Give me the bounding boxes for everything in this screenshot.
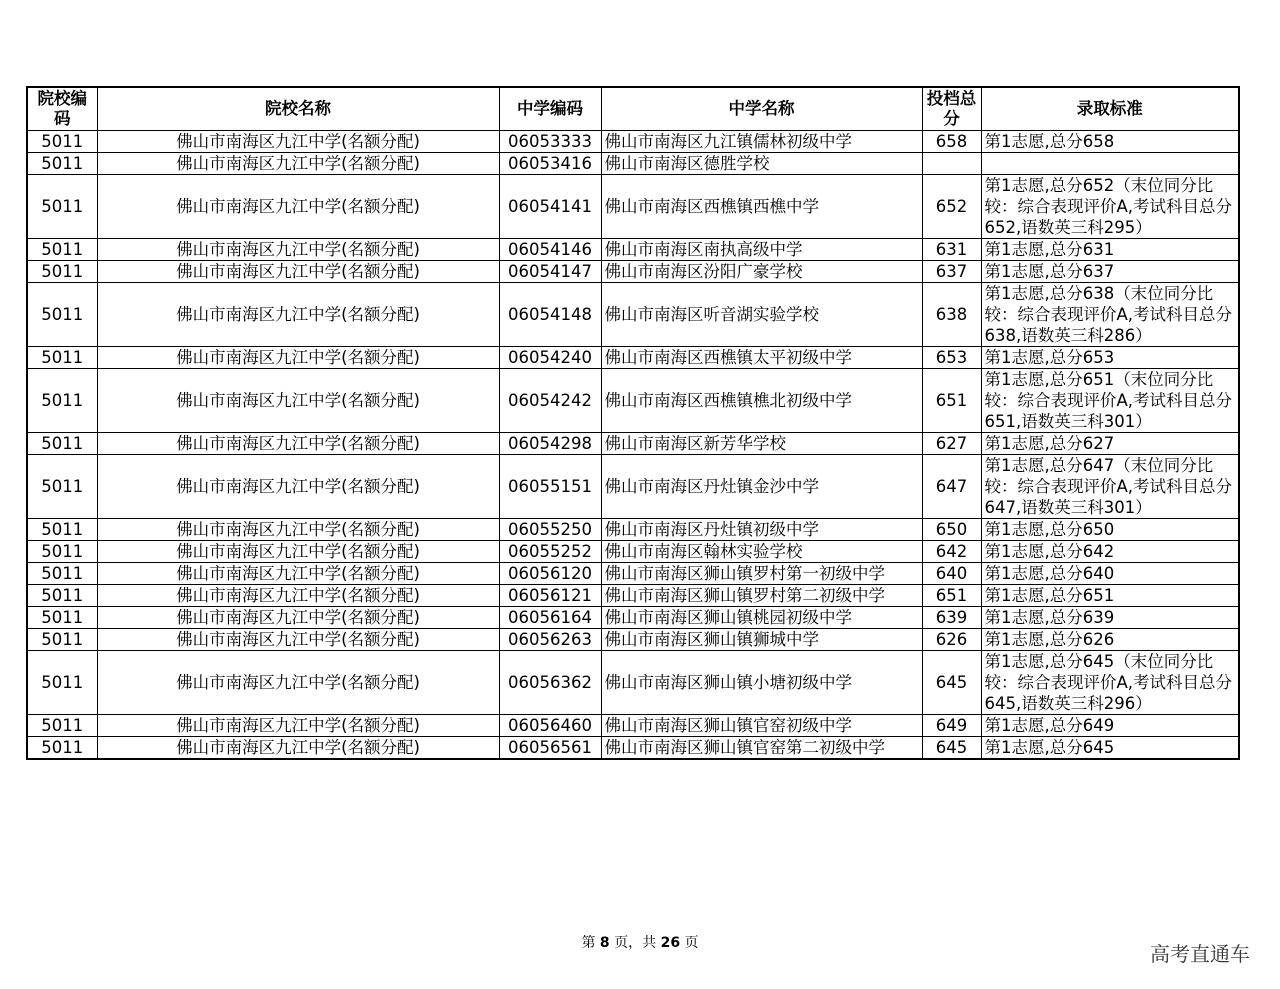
admission-standard-cell: 第1志愿,总分650 [981,519,1239,541]
school-name-cell: 佛山市南海区九江中学(名额分配) [97,607,499,629]
school-name-cell: 佛山市南海区九江中学(名额分配) [97,455,499,519]
middle-school-name-cell: 佛山市南海区西樵镇樵北初级中学 [601,369,922,433]
admission-standard-cell [981,153,1239,175]
table-row [27,629,1239,651]
middle-school-name-cell: 佛山市南海区狮山镇官窑第二初级中学 [601,737,922,760]
school-name-cell: 佛山市南海区九江中学(名额分配) [97,261,499,283]
admission-standard-cell: 第1志愿,总分652（末位同分比较：综合表现评价A,考试科目总分652,语数英三科295） [981,175,1239,239]
school-name-cell: 佛山市南海区九江中学(名额分配) [97,715,499,737]
total-score-cell: 631 [922,239,981,261]
middle-school-code-cell: 06056460 [499,715,601,737]
middle-school-code-cell: 06056362 [499,651,601,715]
total-score-cell: 649 [922,715,981,737]
middle-school-name-cell: 佛山市南海区狮山镇罗村第二初级中学 [601,585,922,607]
school-code-cell: 5011 [27,433,97,455]
total-score-cell: 653 [922,347,981,369]
middle-school-code-cell: 06056164 [499,607,601,629]
middle-school-name-cell: 佛山市南海区狮山镇桃园初级中学 [601,607,922,629]
school-code-cell: 5011 [27,715,97,737]
admission-standard-cell: 第1志愿,总分640 [981,563,1239,585]
middle-school-name-cell: 佛山市南海区汾阳广豪学校 [601,261,922,283]
school-code-cell: 5011 [27,519,97,541]
school-name-cell: 佛山市南海区九江中学(名额分配) [97,541,499,563]
school-code-cell: 5011 [27,131,97,153]
school-code-cell: 5011 [27,239,97,261]
middle-school-code-cell: 06055250 [499,519,601,541]
table-row [27,347,1239,369]
middle-school-name-cell: 佛山市南海区新芳华学校 [601,433,922,455]
school-name-cell: 佛山市南海区九江中学(名额分配) [97,563,499,585]
footer-suffix: 页 [684,935,699,951]
total-score-cell: 638 [922,283,981,347]
admission-standard-cell: 第1志愿,总分638（末位同分比较：综合表现评价A,考试科目总分638,语数英三科286） [981,283,1239,347]
middle-school-name-cell: 佛山市南海区西樵镇西樵中学 [601,175,922,239]
admission-standard-cell: 第1志愿,总分639 [981,607,1239,629]
middle-school-code-cell: 06056120 [499,563,601,585]
admission-standard-cell: 第1志愿,总分627 [981,433,1239,455]
admission-standard-cell: 第1志愿,总分642 [981,541,1239,563]
total-score-cell: 645 [922,651,981,715]
school-name-cell: 佛山市南海区九江中学(名额分配) [97,369,499,433]
table-row [27,607,1239,629]
total-score-cell: 658 [922,131,981,153]
header-total-score: 投档总分 [922,87,981,131]
school-code-cell: 5011 [27,541,97,563]
middle-school-code-cell: 06054147 [499,261,601,283]
middle-school-name-cell: 佛山市南海区德胜学校 [601,153,922,175]
admission-standard-cell: 第1志愿,总分649 [981,715,1239,737]
middle-school-code-cell: 06053333 [499,131,601,153]
table-row [27,175,1239,239]
table-row [27,239,1239,261]
admission-standard-cell: 第1志愿,总分651 [981,585,1239,607]
middle-school-name-cell: 佛山市南海区西樵镇太平初级中学 [601,347,922,369]
middle-school-code-cell: 06056561 [499,737,601,760]
school-code-cell: 5011 [27,153,97,175]
table-row [27,715,1239,737]
total-score-cell: 645 [922,737,981,760]
school-code-cell: 5011 [27,455,97,519]
school-code-cell: 5011 [27,369,97,433]
admission-standard-cell: 第1志愿,总分645 [981,737,1239,760]
middle-school-name-cell: 佛山市南海区翰林实验学校 [601,541,922,563]
table-row [27,563,1239,585]
header-middle-school-code: 中学编码 [499,87,601,131]
school-code-cell: 5011 [27,585,97,607]
school-name-cell: 佛山市南海区九江中学(名额分配) [97,131,499,153]
admission-standard-cell: 第1志愿,总分631 [981,239,1239,261]
footer-prefix: 第 [581,935,596,951]
school-name-cell: 佛山市南海区九江中学(名额分配) [97,737,499,760]
school-name-cell: 佛山市南海区九江中学(名额分配) [97,347,499,369]
admission-standard-cell: 第1志愿,总分651（末位同分比较：综合表现评价A,考试科目总分651,语数英三科301） [981,369,1239,433]
school-name-cell: 佛山市南海区九江中学(名额分配) [97,585,499,607]
school-name-cell: 佛山市南海区九江中学(名额分配) [97,283,499,347]
table-row [27,153,1239,175]
table-row [27,369,1239,433]
total-score-cell [922,153,981,175]
total-score-cell: 642 [922,541,981,563]
table-row [27,261,1239,283]
header-school-name: 院校名称 [97,87,499,131]
table-row [27,433,1239,455]
admission-standard-cell: 第1志愿,总分653 [981,347,1239,369]
table-row [27,519,1239,541]
footer-total-pages: 26 [660,935,681,951]
total-score-cell: 637 [922,261,981,283]
table-row [27,585,1239,607]
footer-middle: 页，共 [614,935,657,951]
total-score-cell: 647 [922,455,981,519]
total-score-cell: 650 [922,519,981,541]
middle-school-name-cell: 佛山市南海区九江镇儒林初级中学 [601,131,922,153]
middle-school-name-cell: 佛山市南海区狮山镇官窑初级中学 [601,715,922,737]
footer-page-number: 8 [599,935,610,951]
total-score-cell: 640 [922,563,981,585]
school-code-cell: 5011 [27,175,97,239]
header-school-code: 院校编码 [27,87,97,131]
page-footer [0,932,1280,952]
middle-school-code-cell: 06055252 [499,541,601,563]
admission-standard-cell: 第1志愿,总分626 [981,629,1239,651]
table-row [27,131,1239,153]
school-code-cell: 5011 [27,283,97,347]
school-name-cell: 佛山市南海区九江中学(名额分配) [97,651,499,715]
table-row [27,455,1239,519]
total-score-cell: 639 [922,607,981,629]
school-code-cell: 5011 [27,563,97,585]
school-name-cell: 佛山市南海区九江中学(名额分配) [97,175,499,239]
school-code-cell: 5011 [27,651,97,715]
admission-standard-cell: 第1志愿,总分637 [981,261,1239,283]
school-name-cell: 佛山市南海区九江中学(名额分配) [97,519,499,541]
header-middle-school-name: 中学名称 [601,87,922,131]
school-name-cell: 佛山市南海区九江中学(名额分配) [97,153,499,175]
school-name-cell: 佛山市南海区九江中学(名额分配) [97,629,499,651]
middle-school-code-cell: 06056121 [499,585,601,607]
middle-school-code-cell: 06054146 [499,239,601,261]
total-score-cell: 651 [922,585,981,607]
school-code-cell: 5011 [27,347,97,369]
middle-school-code-cell: 06054240 [499,347,601,369]
school-code-cell: 5011 [27,737,97,760]
school-code-cell: 5011 [27,629,97,651]
middle-school-code-cell: 06054298 [499,433,601,455]
school-name-cell: 佛山市南海区九江中学(名额分配) [97,433,499,455]
table-body [27,131,1239,760]
middle-school-code-cell: 06054242 [499,369,601,433]
middle-school-name-cell: 佛山市南海区狮山镇小塘初级中学 [601,651,922,715]
table-row [27,541,1239,563]
total-score-cell: 626 [922,629,981,651]
school-code-cell: 5011 [27,607,97,629]
middle-school-name-cell: 佛山市南海区丹灶镇初级中学 [601,519,922,541]
table-row [27,737,1239,760]
middle-school-name-cell: 佛山市南海区丹灶镇金沙中学 [601,455,922,519]
middle-school-name-cell: 佛山市南海区狮山镇罗村第一初级中学 [601,563,922,585]
watermark: 高考直通车 [1150,942,1250,966]
school-code-cell: 5011 [27,261,97,283]
middle-school-name-cell: 佛山市南海区南执高级中学 [601,239,922,261]
admission-standard-cell: 第1志愿,总分645（末位同分比较：综合表现评价A,考试科目总分645,语数英三科296） [981,651,1239,715]
total-score-cell: 651 [922,369,981,433]
header-admission-standard: 录取标准 [981,87,1239,131]
table-header-row [27,87,1239,131]
middle-school-code-cell: 06053416 [499,153,601,175]
middle-school-code-cell: 06056263 [499,629,601,651]
total-score-cell: 652 [922,175,981,239]
admission-standard-cell: 第1志愿,总分658 [981,131,1239,153]
middle-school-code-cell: 06054141 [499,175,601,239]
middle-school-name-cell: 佛山市南海区狮山镇狮城中学 [601,629,922,651]
school-name-cell: 佛山市南海区九江中学(名额分配) [97,239,499,261]
middle-school-code-cell: 06054148 [499,283,601,347]
total-score-cell: 627 [922,433,981,455]
middle-school-name-cell: 佛山市南海区听音湖实验学校 [601,283,922,347]
table-row [27,651,1239,715]
middle-school-code-cell: 06055151 [499,455,601,519]
admission-standard-cell: 第1志愿,总分647（末位同分比较：综合表现评价A,考试科目总分647,语数英三科301） [981,455,1239,519]
admission-table [26,86,1240,760]
table-row [27,283,1239,347]
